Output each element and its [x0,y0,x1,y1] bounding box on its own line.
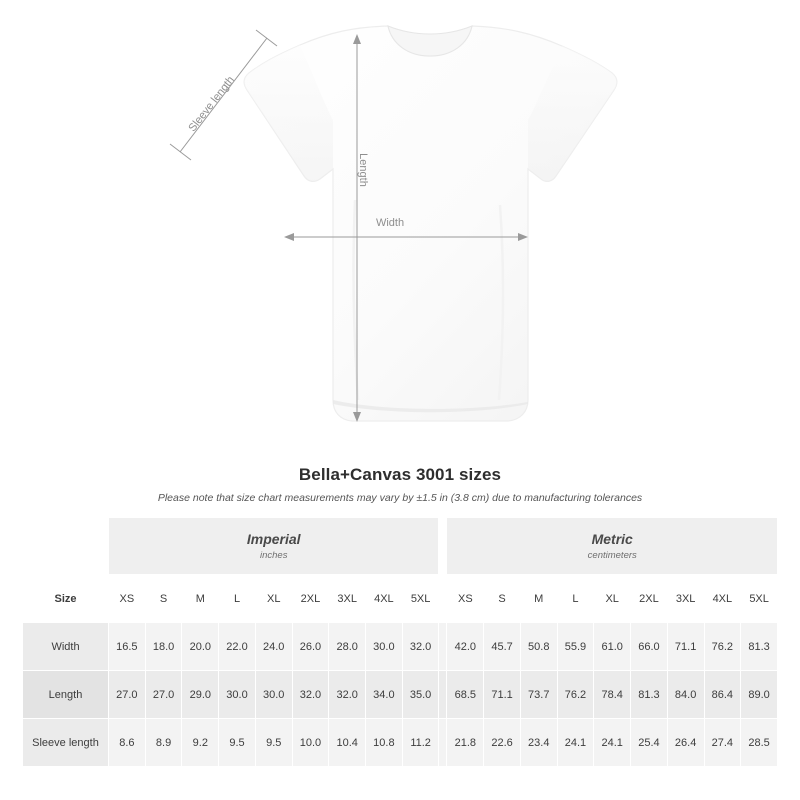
cell-length-imperial-4xl: 34.0 [366,671,403,719]
cell-width-metric-l: 55.9 [557,623,594,671]
length-label: Length [357,153,369,187]
cell-width-imperial-l: 22.0 [219,623,256,671]
cell-width-imperial-3xl: 28.0 [329,623,366,671]
width-label: Width [375,217,405,229]
cell-length-imperial-2xl: 32.0 [292,671,329,719]
sleeve-length-label: Sleeve length [186,74,237,135]
size-header-row [23,575,778,623]
cell-sleeve-imperial-xl: 9.5 [255,719,292,767]
unit-header-metric [447,518,778,575]
cell-sleeve-imperial-2xl: 10.0 [292,719,329,767]
cell-width-metric-m: 50.8 [520,623,557,671]
size-header-metric-l: L [557,575,594,623]
cell-length-imperial-5xl: 35.0 [402,671,439,719]
cell-length-metric-2xl: 81.3 [631,671,668,719]
size-header-imperial-xs: XS [109,575,146,623]
unit-name-metric: Metric [591,530,633,547]
cell-width-metric-4xl: 76.2 [704,623,741,671]
cell-width-imperial-s: 18.0 [145,623,182,671]
cell-length-imperial-s: 27.0 [145,671,182,719]
cell-sleeve-metric-xs: 21.8 [447,719,484,767]
size-chart-table [22,517,778,767]
size-header-metric-xl: XL [594,575,631,623]
size-header-gap [439,575,447,623]
cell-length-metric-3xl: 84.0 [667,671,704,719]
size-header-metric-2xl: 2XL [631,575,668,623]
cell-sleeve-imperial-l: 9.5 [219,719,256,767]
page-title: Bella+Canvas 3001 sizes [298,465,502,484]
unit-sub-imperial: inches [260,550,288,562]
cell-width-imperial-4xl: 30.0 [366,623,403,671]
cell-length-imperial-l: 30.0 [219,671,256,719]
unit-header-gap [439,518,447,575]
cell-sleeve-metric-2xl: 25.4 [631,719,668,767]
unit-header-row [23,518,778,575]
cell-length-imperial-xs: 27.0 [109,671,146,719]
cell-sleeve-metric-xl: 24.1 [594,719,631,767]
size-header-imperial-m: M [182,575,219,623]
size-header-imperial-xl: XL [255,575,292,623]
cell-width-imperial-5xl: 32.0 [402,623,439,671]
cell-length-metric-5xl: 89.0 [741,671,778,719]
cell-length-metric-s: 71.1 [484,671,521,719]
cell-width-imperial-xs: 16.5 [109,623,146,671]
cell-sleeve-metric-4xl: 27.4 [704,719,741,767]
cell-width-metric-5xl: 81.3 [741,623,778,671]
cell-sleeve-imperial-3xl: 10.4 [329,719,366,767]
cell-sleeve-imperial-xs: 8.6 [109,719,146,767]
size-header-imperial-4xl: 4XL [366,575,403,623]
row-label-sleeve-length: Sleeve length [23,719,109,767]
cell-sleeve-metric-s: 22.6 [484,719,521,767]
cell-width-metric-2xl: 66.0 [631,623,668,671]
size-header-imperial-2xl: 2XL [292,575,329,623]
cell-sleeve-metric-l: 24.1 [557,719,594,767]
size-header-metric-4xl: 4XL [704,575,741,623]
cell-length-metric-4xl: 86.4 [704,671,741,719]
size-header-metric-3xl: 3XL [667,575,704,623]
table-row [23,623,778,671]
cell-length-metric-l: 76.2 [557,671,594,719]
row-label-length: Length [23,671,109,719]
cell-width-metric-xs: 42.0 [447,623,484,671]
title-block [0,465,800,504]
row-gap-sleeve [439,719,447,767]
cell-length-imperial-xl: 30.0 [255,671,292,719]
unit-header-spacer [23,518,109,575]
unit-sub-metric: centimeters [587,550,637,562]
cell-width-metric-3xl: 71.1 [667,623,704,671]
size-header-metric-m: M [520,575,557,623]
tshirt-shape [244,26,617,421]
size-header-label: Size [23,575,109,623]
cell-sleeve-imperial-m: 9.2 [182,719,219,767]
cell-width-metric-s: 45.7 [484,623,521,671]
cell-width-imperial-m: 20.0 [182,623,219,671]
cell-width-imperial-2xl: 26.0 [292,623,329,671]
table-row [23,719,778,767]
cell-length-imperial-m: 29.0 [182,671,219,719]
tolerance-note: Please note that size chart measurements may vary by ±1.5 in (3.8 cm) due to manufacturing tolerances [157,492,643,504]
cell-length-metric-m: 73.7 [520,671,557,719]
unit-name-imperial: Imperial [246,530,301,547]
cell-sleeve-imperial-4xl: 10.8 [366,719,403,767]
row-gap-width [439,623,447,671]
cell-length-imperial-3xl: 32.0 [329,671,366,719]
row-gap-length [439,671,447,719]
size-header-imperial-5xl: 5XL [402,575,439,623]
cell-sleeve-metric-5xl: 28.5 [741,719,778,767]
cell-sleeve-metric-3xl: 26.4 [667,719,704,767]
cell-length-metric-xs: 68.5 [447,671,484,719]
cell-width-metric-xl: 61.0 [594,623,631,671]
size-table-wrap [0,517,800,767]
table-row [23,671,778,719]
cell-sleeve-imperial-s: 8.9 [145,719,182,767]
size-header-metric-5xl: 5XL [741,575,778,623]
size-header-imperial-3xl: 3XL [329,575,366,623]
cell-sleeve-imperial-5xl: 11.2 [402,719,439,767]
size-header-metric-s: S [484,575,521,623]
cell-width-imperial-xl: 24.0 [255,623,292,671]
size-header-imperial-s: S [145,575,182,623]
row-label-width: Width [23,623,109,671]
cell-length-metric-xl: 78.4 [594,671,631,719]
unit-header-imperial [109,518,439,575]
cell-sleeve-metric-m: 23.4 [520,719,557,767]
size-header-metric-xs: XS [447,575,484,623]
size-header-imperial-l: L [219,575,256,623]
